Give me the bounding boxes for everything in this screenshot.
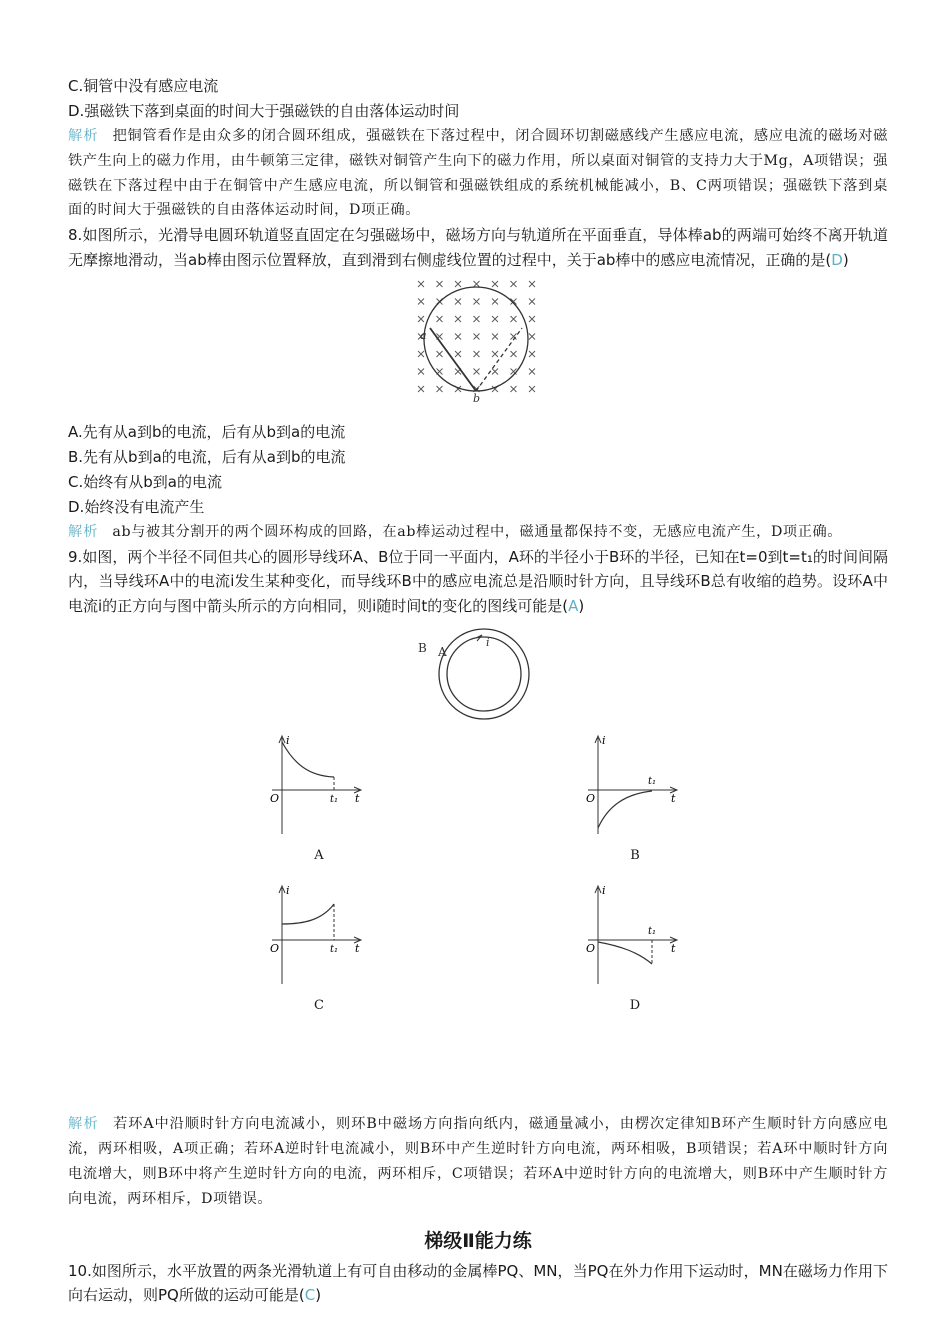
graph-caption: C (314, 998, 324, 1014)
svg-text:O: O (270, 942, 280, 956)
q8-stem-end: ) (842, 250, 849, 269)
q7-analysis-text: 把铜管看作是由众多的闭合圆环组成，强磁铁在下落过程中，闭合圆环切割磁感线产生感应电流，感应电流的磁场对磁铁产生向上的磁力作用，由牛顿第三定律，磁铁对铜管产生向下的磁力作用，所以桌面对铜管的支持力大于Mg，A项错误；强磁铁在下落过程中由于在铜管中产生感应电流，所以铜管和强磁铁组成的系统机械能减小，B、C两项错误；强磁铁下落到桌面的时间大于强磁铁的自由落体运动时间，D项正确。 (68, 128, 888, 219)
label-a: a (420, 329, 427, 343)
field-cross-icon (511, 281, 517, 287)
q9-analysis (68, 1112, 888, 1211)
q8-analysis-text: ab与被其分割开的两个圆环构成的回路，在ab棒运动过程中，磁通量都保持不变，无感应电流产生，D项正确。 (112, 524, 843, 541)
rod-dashed-position (476, 328, 522, 391)
axis-t-label: t (355, 792, 360, 806)
q8-option-b: B.先有从b到a的电流，后有从a到b的电流 (68, 448, 346, 467)
svg-text:i: i (602, 734, 606, 748)
svg-text:t₁: t₁ (648, 926, 657, 938)
field-cross-icon (492, 334, 498, 340)
curve-c (282, 904, 334, 924)
q8-option-d: D.始终没有电流产生 (68, 498, 205, 517)
origin-label: O (270, 792, 280, 806)
field-cross-icon (529, 299, 535, 305)
svg-text:t₁: t₁ (648, 776, 657, 788)
q8-analysis (68, 520, 888, 545)
field-cross-icon (492, 351, 498, 357)
graph-option-b (580, 734, 690, 864)
q9-stem-text: 9.如图，两个半径不同但共心的圆形导线环A、B位于同一平面内，A环的半径小于B环的半径，已知在t=0到t=t₁的时间间隔内，当导线环A中的电流i发生某种变化，而导线环B中的感应电流总是沿顺时针方向，且导线环B总有收缩的趋势。设环A中电流i的正方向与图中箭头所示的方向相同，则i随时间t的变化的图线可能是( (68, 547, 888, 615)
ring-a (447, 637, 521, 711)
q10-stem (68, 1259, 888, 1308)
field-cross-icon (511, 386, 517, 392)
q8-option-a: A.先有从a到b的电流，后有从b到a的电流 (68, 423, 346, 442)
svg-text:O: O (586, 942, 596, 956)
field-cross-icon (474, 299, 480, 305)
graph-option-a (264, 734, 374, 864)
field-cross-icon (529, 281, 535, 287)
current-arrow-icon (476, 635, 482, 641)
field-cross-icon (529, 369, 535, 375)
q9-stem (68, 545, 888, 619)
field-cross-icon (437, 281, 443, 287)
analysis-tag: 解析 (68, 524, 99, 541)
field-cross-icon (529, 334, 535, 340)
label-b: b (473, 392, 481, 406)
q9-answer: A (568, 596, 579, 615)
q10-stem-end: ) (315, 1286, 322, 1305)
graph-caption: B (630, 848, 640, 864)
field-cross-icon (492, 281, 498, 287)
q9-analysis-text: 若环A中沿顺时针方向电流减小，则环B中磁场方向指向纸内，磁通量减小，由楞次定律知B环产生顺时针方向感应电流，两环相吸，A项正确；若环A逆时针电流减小，则B环中产生逆时针方向电流，两环相吸，B项错误；若A环中顺时针方向电流增大，则B环中将产生逆时针方向的电流，两环相斥，C项错误；若环A中逆时针方向的电流增大，则B环中产生顺时针方向电流，两环相斥，D项错误。 (68, 1116, 888, 1207)
page-content (68, 74, 888, 1308)
field-cross-icon (474, 369, 480, 375)
q9-option-graphs (68, 732, 888, 1112)
field-cross-icon (437, 386, 443, 392)
field-cross-icon (418, 316, 424, 322)
field-cross-icon (511, 351, 517, 357)
label-ring-a: A (438, 645, 447, 660)
graph-option-d (580, 884, 690, 1014)
field-cross-icon (437, 351, 443, 357)
field-cross-icon (437, 316, 443, 322)
svg-text:t: t (671, 942, 676, 956)
field-cross-icon (492, 369, 498, 375)
field-cross-icon (529, 316, 535, 322)
label-ring-b: B (418, 641, 427, 656)
graph-caption: A (314, 848, 324, 864)
axis-i-label: i (286, 734, 290, 748)
curve-a (282, 742, 334, 777)
t1-label: t₁ (330, 794, 339, 806)
field-cross-icon (418, 351, 424, 357)
q7-option-d: D.强磁铁下落到桌面的时间大于强磁铁的自由落体运动时间 (68, 102, 460, 120)
q8-ring-in-field-figure (413, 278, 543, 406)
q8-answer: D (831, 250, 843, 269)
field-cross-icon (455, 351, 461, 357)
field-cross-icon (511, 316, 517, 322)
q8-option-c: C.始终有从b到a的电流 (68, 473, 222, 492)
field-cross-icon (418, 369, 424, 375)
q8-stem (68, 223, 888, 272)
field-cross-icon (418, 386, 424, 392)
field-cross-icon (455, 281, 461, 287)
field-cross-icon (418, 299, 424, 305)
field-cross-icon (455, 316, 461, 322)
svg-text:t: t (671, 792, 676, 806)
svg-text:t: t (355, 942, 360, 956)
field-cross-icon (474, 351, 480, 357)
field-cross-icon (455, 334, 461, 340)
field-cross-icon (418, 281, 424, 287)
field-cross-icon (474, 316, 480, 322)
analysis-tag: 解析 (68, 128, 99, 144)
ring-b (439, 629, 529, 719)
q10-stem-text: 10.如图所示，水平放置的两条光滑轨道上有可自由移动的金属棒PQ、MN，当PQ在外力作用下运动时，MN在磁场力作用下向右运动，则PQ所做的运动可能是( (68, 1261, 888, 1305)
curve-d (598, 942, 652, 964)
svg-text:O: O (586, 792, 596, 806)
svg-text:i: i (602, 884, 606, 898)
rod-ab (430, 328, 476, 391)
field-cross-icon (529, 386, 535, 392)
field-cross-icon (492, 316, 498, 322)
curve-b (598, 791, 652, 828)
field-cross-icon (529, 351, 535, 357)
q8-stem-text: 8.如图所示，光滑导电圆环轨道竖直固定在匀强磁场中，磁场方向与轨道所在平面垂直，导体棒ab的两端可始终不离开轨道无摩擦地滑动，当ab棒由图示位置释放，直到滑到右侧虚线位置的过程中，关于ab棒中的感应电流情况，正确的是( (68, 226, 888, 269)
field-cross-icon (455, 299, 461, 305)
analysis-tag: 解析 (68, 1116, 100, 1133)
field-cross-icon (474, 281, 480, 287)
q9-stem-end: ) (578, 596, 585, 615)
label-current-i: i (486, 636, 490, 650)
graph-option-c (264, 884, 374, 1014)
field-cross-icon (474, 334, 480, 340)
q7-analysis (68, 124, 888, 223)
field-cross-icon (492, 299, 498, 305)
q9-concentric-rings-figure (416, 626, 536, 722)
q10-answer: C (304, 1286, 316, 1305)
graph-caption: D (629, 998, 641, 1014)
q7-option-c: C.铜管中没有感应电流 (68, 77, 219, 95)
svg-text:i: i (286, 884, 290, 898)
section-title: 梯级Ⅱ能力练 (424, 1229, 532, 1252)
svg-text:t₁: t₁ (330, 944, 339, 956)
